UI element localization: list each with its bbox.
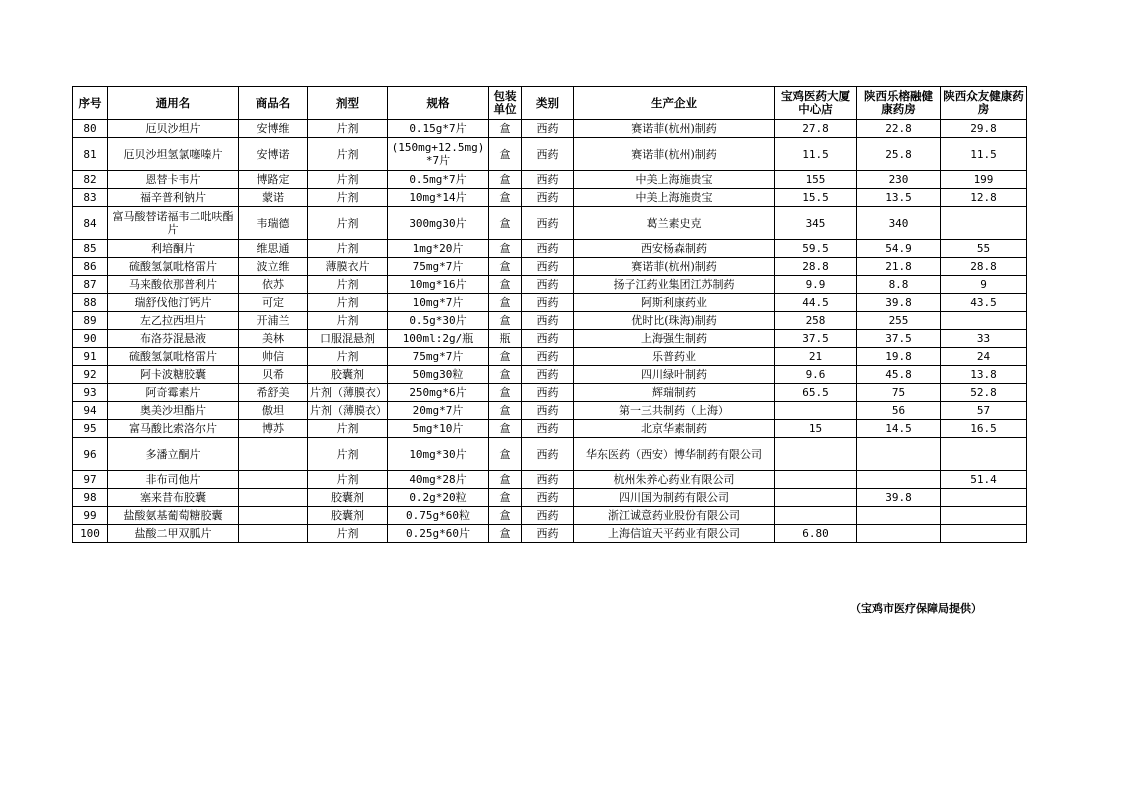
cell-dosage-form: 薄膜衣片 [308, 258, 388, 276]
header-specification: 规格 [388, 87, 489, 120]
cell-price-pharmacy-1: 59.5 [775, 240, 857, 258]
cell-price-pharmacy-2: 25.8 [857, 138, 941, 171]
cell-package-unit: 盒 [489, 384, 522, 402]
cell-package-unit: 盒 [489, 120, 522, 138]
cell-package-unit: 盒 [489, 312, 522, 330]
cell-price-pharmacy-3: 28.8 [941, 258, 1027, 276]
cell-category: 西药 [522, 330, 574, 348]
cell-price-pharmacy-2 [857, 507, 941, 525]
cell-manufacturer: 乐普药业 [574, 348, 775, 366]
cell-price-pharmacy-1: 11.5 [775, 138, 857, 171]
cell-package-unit: 盒 [489, 507, 522, 525]
cell-seq: 90 [73, 330, 108, 348]
cell-specification: 250mg*6片 [388, 384, 489, 402]
cell-generic-name: 塞来昔布胶囊 [108, 489, 239, 507]
cell-price-pharmacy-1: 9.6 [775, 366, 857, 384]
cell-dosage-form: 片剂 [308, 240, 388, 258]
cell-category: 西药 [522, 258, 574, 276]
cell-dosage-form: 片剂（薄膜衣） [308, 402, 388, 420]
table-row [73, 384, 1027, 402]
cell-package-unit: 盒 [489, 276, 522, 294]
cell-generic-name: 非布司他片 [108, 471, 239, 489]
drug-price-table [72, 86, 1027, 543]
header-pharmacy-3: 陕西众友健康药房 [941, 87, 1027, 120]
table-row [73, 138, 1027, 171]
cell-price-pharmacy-2: 340 [857, 207, 941, 240]
cell-manufacturer: 中美上海施贵宝 [574, 171, 775, 189]
header-row [73, 87, 1027, 120]
table-row [73, 525, 1027, 543]
cell-category: 西药 [522, 507, 574, 525]
cell-dosage-form: 胶囊剂 [308, 489, 388, 507]
cell-manufacturer: 四川绿叶制药 [574, 366, 775, 384]
table-row [73, 258, 1027, 276]
cell-dosage-form: 片剂 [308, 312, 388, 330]
cell-price-pharmacy-3: 33 [941, 330, 1027, 348]
cell-dosage-form: 胶囊剂 [308, 366, 388, 384]
cell-manufacturer: 第一三共制药（上海） [574, 402, 775, 420]
cell-price-pharmacy-2: 13.5 [857, 189, 941, 207]
cell-category: 西药 [522, 402, 574, 420]
header-seq: 序号 [73, 87, 108, 120]
cell-category: 西药 [522, 207, 574, 240]
cell-manufacturer: 赛诺菲(杭州)制药 [574, 138, 775, 171]
table-row [73, 348, 1027, 366]
cell-price-pharmacy-3: 24 [941, 348, 1027, 366]
cell-specification: (150mg+12.5mg)*7片 [388, 138, 489, 171]
cell-generic-name: 马来酸依那普利片 [108, 276, 239, 294]
cell-price-pharmacy-1: 9.9 [775, 276, 857, 294]
cell-generic-name: 硫酸氢氯吡格雷片 [108, 258, 239, 276]
cell-specification: 0.5g*30片 [388, 312, 489, 330]
cell-category: 西药 [522, 294, 574, 312]
cell-seq: 97 [73, 471, 108, 489]
cell-seq: 93 [73, 384, 108, 402]
cell-seq: 99 [73, 507, 108, 525]
cell-price-pharmacy-2: 230 [857, 171, 941, 189]
cell-category: 西药 [522, 138, 574, 171]
cell-dosage-form: 片剂 [308, 207, 388, 240]
cell-manufacturer: 华东医药（西安）博华制药有限公司 [574, 438, 775, 471]
cell-package-unit: 盒 [489, 402, 522, 420]
cell-manufacturer: 北京华素制药 [574, 420, 775, 438]
cell-price-pharmacy-1 [775, 471, 857, 489]
cell-generic-name: 左乙拉西坦片 [108, 312, 239, 330]
cell-price-pharmacy-1: 6.80 [775, 525, 857, 543]
cell-manufacturer: 四川国为制药有限公司 [574, 489, 775, 507]
cell-manufacturer: 西安杨森制药 [574, 240, 775, 258]
cell-dosage-form: 片剂 [308, 471, 388, 489]
table-row [73, 294, 1027, 312]
cell-price-pharmacy-3: 52.8 [941, 384, 1027, 402]
cell-price-pharmacy-1: 37.5 [775, 330, 857, 348]
cell-specification: 20mg*7片 [388, 402, 489, 420]
cell-category: 西药 [522, 240, 574, 258]
cell-specification: 40mg*28片 [388, 471, 489, 489]
cell-dosage-form: 片剂 [308, 171, 388, 189]
cell-seq: 89 [73, 312, 108, 330]
cell-package-unit: 盒 [489, 438, 522, 471]
cell-dosage-form: 胶囊剂 [308, 507, 388, 525]
table-row [73, 330, 1027, 348]
cell-brand-name: 帅信 [239, 348, 308, 366]
cell-seq: 92 [73, 366, 108, 384]
cell-price-pharmacy-2 [857, 438, 941, 471]
cell-brand-name [239, 489, 308, 507]
cell-manufacturer: 葛兰素史克 [574, 207, 775, 240]
table-row [73, 420, 1027, 438]
cell-price-pharmacy-2: 255 [857, 312, 941, 330]
cell-category: 西药 [522, 420, 574, 438]
cell-seq: 87 [73, 276, 108, 294]
cell-price-pharmacy-2: 19.8 [857, 348, 941, 366]
cell-seq: 96 [73, 438, 108, 471]
table-row [73, 471, 1027, 489]
cell-specification: 10mg*7片 [388, 294, 489, 312]
header-generic-name: 通用名 [108, 87, 239, 120]
cell-manufacturer: 上海信谊天平药业有限公司 [574, 525, 775, 543]
cell-dosage-form: 片剂 [308, 276, 388, 294]
cell-price-pharmacy-3: 16.5 [941, 420, 1027, 438]
header-brand-name: 商品名 [239, 87, 308, 120]
source-note: （宝鸡市医疗保障局提供） [850, 602, 982, 615]
cell-price-pharmacy-1: 15 [775, 420, 857, 438]
cell-brand-name: 安博维 [239, 120, 308, 138]
cell-dosage-form: 片剂 [308, 294, 388, 312]
cell-price-pharmacy-3: 12.8 [941, 189, 1027, 207]
cell-specification: 0.5mg*7片 [388, 171, 489, 189]
cell-category: 西药 [522, 471, 574, 489]
cell-dosage-form: 片剂 [308, 438, 388, 471]
cell-specification: 10mg*16片 [388, 276, 489, 294]
cell-generic-name: 瑞舒伐他汀钙片 [108, 294, 239, 312]
table-row [73, 120, 1027, 138]
cell-brand-name: 韦瑞德 [239, 207, 308, 240]
cell-price-pharmacy-3 [941, 312, 1027, 330]
cell-brand-name [239, 507, 308, 525]
cell-generic-name: 多潘立酮片 [108, 438, 239, 471]
cell-price-pharmacy-1: 44.5 [775, 294, 857, 312]
cell-seq: 88 [73, 294, 108, 312]
cell-price-pharmacy-3 [941, 525, 1027, 543]
cell-dosage-form: 片剂 [308, 348, 388, 366]
cell-price-pharmacy-3: 55 [941, 240, 1027, 258]
cell-specification: 0.15g*7片 [388, 120, 489, 138]
cell-category: 西药 [522, 384, 574, 402]
cell-brand-name: 安博诺 [239, 138, 308, 171]
cell-dosage-form: 片剂 [308, 120, 388, 138]
cell-seq: 91 [73, 348, 108, 366]
cell-price-pharmacy-1: 258 [775, 312, 857, 330]
table-row [73, 312, 1027, 330]
cell-specification: 1mg*20片 [388, 240, 489, 258]
cell-price-pharmacy-2: 39.8 [857, 294, 941, 312]
cell-seq: 85 [73, 240, 108, 258]
cell-dosage-form: 片剂 [308, 525, 388, 543]
cell-price-pharmacy-3: 29.8 [941, 120, 1027, 138]
cell-price-pharmacy-2: 37.5 [857, 330, 941, 348]
cell-manufacturer: 优时比(珠海)制药 [574, 312, 775, 330]
table-row [73, 438, 1027, 471]
cell-price-pharmacy-3: 51.4 [941, 471, 1027, 489]
cell-package-unit: 盒 [489, 138, 522, 171]
cell-seq: 86 [73, 258, 108, 276]
cell-price-pharmacy-3: 9 [941, 276, 1027, 294]
cell-package-unit: 盒 [489, 366, 522, 384]
cell-package-unit: 盒 [489, 258, 522, 276]
cell-price-pharmacy-2: 56 [857, 402, 941, 420]
cell-specification: 100ml:2g/瓶 [388, 330, 489, 348]
cell-brand-name [239, 471, 308, 489]
cell-generic-name: 盐酸二甲双胍片 [108, 525, 239, 543]
cell-category: 西药 [522, 348, 574, 366]
header-pharmacy-1: 宝鸡医药大厦中心店 [775, 87, 857, 120]
cell-price-pharmacy-3: 13.8 [941, 366, 1027, 384]
cell-price-pharmacy-1: 345 [775, 207, 857, 240]
cell-manufacturer: 中美上海施贵宝 [574, 189, 775, 207]
cell-price-pharmacy-2: 21.8 [857, 258, 941, 276]
cell-price-pharmacy-2: 8.8 [857, 276, 941, 294]
cell-generic-name: 富马酸替诺福韦二吡呋酯片 [108, 207, 239, 240]
cell-brand-name: 美林 [239, 330, 308, 348]
cell-package-unit: 盒 [489, 348, 522, 366]
cell-dosage-form: 片剂 [308, 420, 388, 438]
cell-price-pharmacy-1: 21 [775, 348, 857, 366]
cell-brand-name: 傲坦 [239, 402, 308, 420]
cell-package-unit: 盒 [489, 525, 522, 543]
cell-brand-name [239, 525, 308, 543]
cell-category: 西药 [522, 438, 574, 471]
cell-category: 西药 [522, 489, 574, 507]
cell-brand-name: 维思通 [239, 240, 308, 258]
cell-price-pharmacy-1: 15.5 [775, 189, 857, 207]
cell-category: 西药 [522, 276, 574, 294]
cell-seq: 82 [73, 171, 108, 189]
cell-price-pharmacy-2: 54.9 [857, 240, 941, 258]
cell-price-pharmacy-1 [775, 438, 857, 471]
cell-brand-name: 贝希 [239, 366, 308, 384]
cell-brand-name: 博苏 [239, 420, 308, 438]
cell-price-pharmacy-2: 45.8 [857, 366, 941, 384]
cell-generic-name: 厄贝沙坦氢氯噻嗪片 [108, 138, 239, 171]
cell-seq: 100 [73, 525, 108, 543]
cell-category: 西药 [522, 366, 574, 384]
cell-price-pharmacy-3 [941, 438, 1027, 471]
cell-price-pharmacy-2 [857, 471, 941, 489]
cell-package-unit: 盒 [489, 207, 522, 240]
cell-price-pharmacy-1: 65.5 [775, 384, 857, 402]
table-row [73, 207, 1027, 240]
header-package-unit: 包装单位 [489, 87, 522, 120]
cell-specification: 50mg30粒 [388, 366, 489, 384]
table-row [73, 276, 1027, 294]
cell-generic-name: 厄贝沙坦片 [108, 120, 239, 138]
cell-price-pharmacy-3 [941, 507, 1027, 525]
cell-brand-name: 蒙诺 [239, 189, 308, 207]
cell-generic-name: 硫酸氢氯吡格雷片 [108, 348, 239, 366]
cell-brand-name: 开浦兰 [239, 312, 308, 330]
table-row [73, 189, 1027, 207]
cell-specification: 10mg*30片 [388, 438, 489, 471]
cell-brand-name: 波立维 [239, 258, 308, 276]
cell-specification: 0.75g*60粒 [388, 507, 489, 525]
cell-price-pharmacy-2: 22.8 [857, 120, 941, 138]
cell-price-pharmacy-1: 27.8 [775, 120, 857, 138]
cell-generic-name: 恩替卡韦片 [108, 171, 239, 189]
cell-price-pharmacy-1 [775, 507, 857, 525]
cell-generic-name: 富马酸比索洛尔片 [108, 420, 239, 438]
cell-price-pharmacy-2 [857, 525, 941, 543]
cell-package-unit: 盒 [489, 294, 522, 312]
cell-package-unit: 盒 [489, 489, 522, 507]
cell-specification: 0.25g*60片 [388, 525, 489, 543]
cell-category: 西药 [522, 120, 574, 138]
cell-price-pharmacy-1 [775, 402, 857, 420]
cell-generic-name: 布洛芬混悬液 [108, 330, 239, 348]
cell-price-pharmacy-1: 28.8 [775, 258, 857, 276]
cell-specification: 75mg*7片 [388, 258, 489, 276]
cell-price-pharmacy-2: 75 [857, 384, 941, 402]
cell-manufacturer: 上海强生制药 [574, 330, 775, 348]
cell-category: 西药 [522, 171, 574, 189]
cell-price-pharmacy-3 [941, 207, 1027, 240]
cell-dosage-form: 口服混悬剂 [308, 330, 388, 348]
cell-price-pharmacy-1 [775, 489, 857, 507]
cell-seq: 98 [73, 489, 108, 507]
header-pharmacy-2: 陕西乐榕融健康药房 [857, 87, 941, 120]
cell-package-unit: 盒 [489, 420, 522, 438]
cell-manufacturer: 杭州朱养心药业有限公司 [574, 471, 775, 489]
cell-generic-name: 奥美沙坦酯片 [108, 402, 239, 420]
cell-specification: 10mg*14片 [388, 189, 489, 207]
cell-specification: 75mg*7片 [388, 348, 489, 366]
cell-seq: 81 [73, 138, 108, 171]
cell-generic-name: 阿卡波糖胶囊 [108, 366, 239, 384]
cell-brand-name: 可定 [239, 294, 308, 312]
cell-package-unit: 盒 [489, 171, 522, 189]
cell-seq: 84 [73, 207, 108, 240]
table-row [73, 507, 1027, 525]
cell-specification: 300mg30片 [388, 207, 489, 240]
cell-brand-name: 博路定 [239, 171, 308, 189]
cell-price-pharmacy-2: 39.8 [857, 489, 941, 507]
cell-specification: 0.2g*20粒 [388, 489, 489, 507]
cell-dosage-form: 片剂（薄膜衣） [308, 384, 388, 402]
cell-seq: 83 [73, 189, 108, 207]
cell-manufacturer: 阿斯利康药业 [574, 294, 775, 312]
cell-dosage-form: 片剂 [308, 138, 388, 171]
cell-manufacturer: 辉瑞制药 [574, 384, 775, 402]
table-row [73, 240, 1027, 258]
cell-generic-name: 利培酮片 [108, 240, 239, 258]
cell-seq: 80 [73, 120, 108, 138]
cell-package-unit: 盒 [489, 240, 522, 258]
cell-generic-name: 福辛普利钠片 [108, 189, 239, 207]
cell-manufacturer: 赛诺菲(杭州)制药 [574, 258, 775, 276]
cell-brand-name: 希舒美 [239, 384, 308, 402]
cell-brand-name [239, 438, 308, 471]
cell-category: 西药 [522, 525, 574, 543]
cell-manufacturer: 浙江诚意药业股份有限公司 [574, 507, 775, 525]
table-row [73, 171, 1027, 189]
cell-package-unit: 盒 [489, 189, 522, 207]
cell-category: 西药 [522, 189, 574, 207]
cell-price-pharmacy-2: 14.5 [857, 420, 941, 438]
cell-seq: 95 [73, 420, 108, 438]
cell-seq: 94 [73, 402, 108, 420]
cell-brand-name: 依苏 [239, 276, 308, 294]
cell-generic-name: 阿奇霉素片 [108, 384, 239, 402]
cell-category: 西药 [522, 312, 574, 330]
cell-package-unit: 瓶 [489, 330, 522, 348]
cell-dosage-form: 片剂 [308, 189, 388, 207]
cell-package-unit: 盒 [489, 471, 522, 489]
cell-price-pharmacy-3: 43.5 [941, 294, 1027, 312]
cell-price-pharmacy-3: 199 [941, 171, 1027, 189]
cell-generic-name: 盐酸氨基葡萄糖胶囊 [108, 507, 239, 525]
cell-price-pharmacy-3: 11.5 [941, 138, 1027, 171]
cell-manufacturer: 赛诺菲(杭州)制药 [574, 120, 775, 138]
table-row [73, 402, 1027, 420]
cell-manufacturer: 扬子江药业集团江苏制药 [574, 276, 775, 294]
table-row [73, 489, 1027, 507]
header-manufacturer: 生产企业 [574, 87, 775, 120]
cell-price-pharmacy-3 [941, 489, 1027, 507]
header-dosage-form: 剂型 [308, 87, 388, 120]
cell-specification: 5mg*10片 [388, 420, 489, 438]
header-category: 类别 [522, 87, 574, 120]
cell-price-pharmacy-1: 155 [775, 171, 857, 189]
table-row [73, 366, 1027, 384]
cell-price-pharmacy-3: 57 [941, 402, 1027, 420]
